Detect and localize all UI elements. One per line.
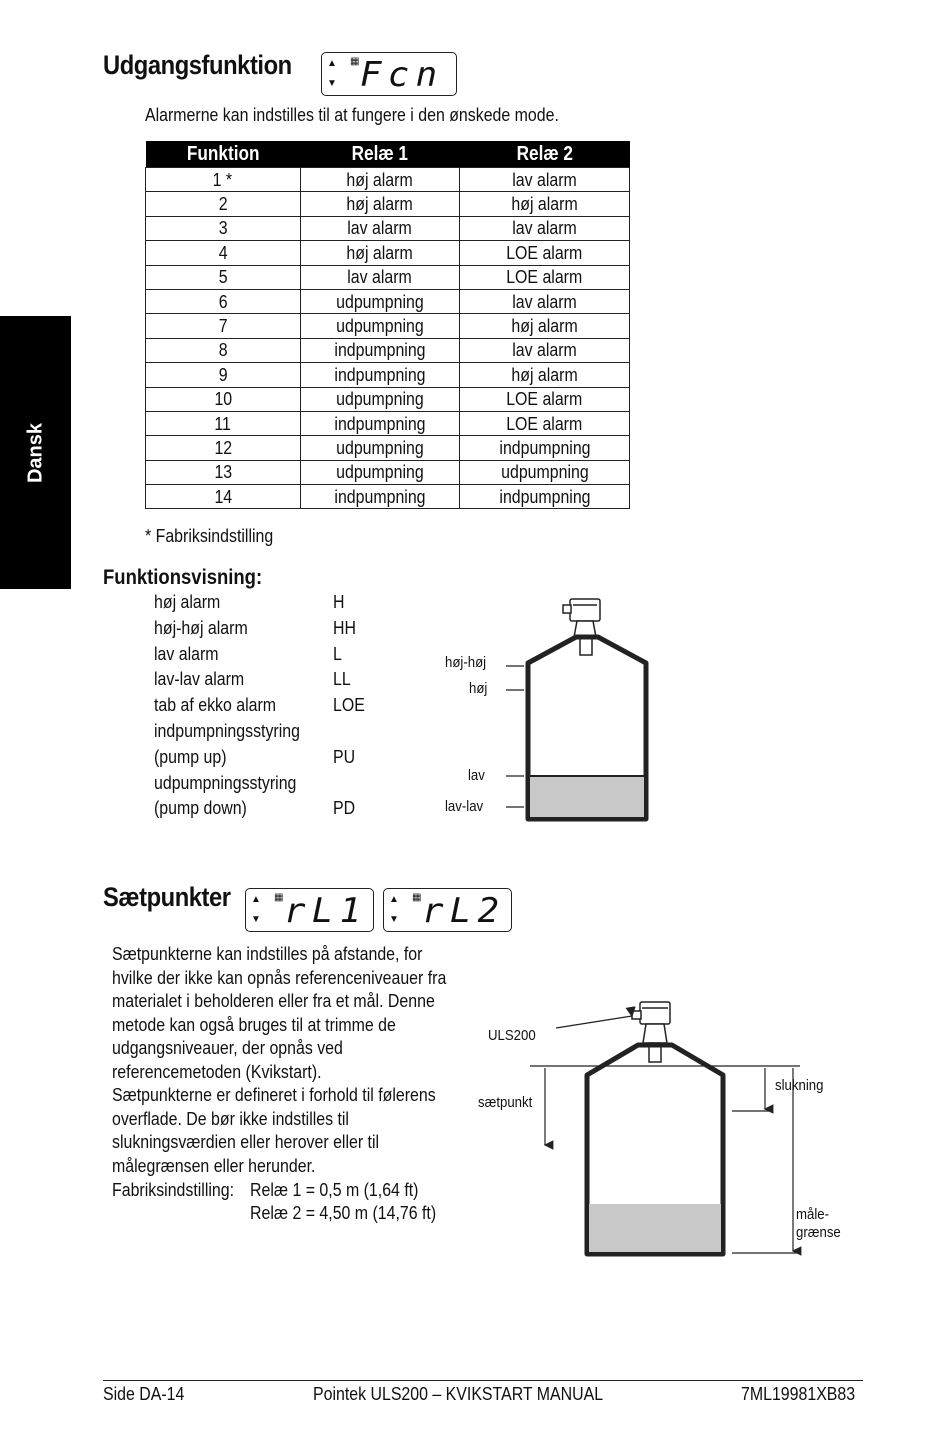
cell-relae1: indpumpning: [300, 363, 460, 387]
cell-relae1: lav alarm: [300, 216, 460, 240]
cell-relae1: udpumpning: [300, 460, 460, 484]
paragraph-line: slukningsværdien eller herover eller til: [112, 1131, 380, 1152]
label-slukning: slukning: [775, 1077, 824, 1094]
footer-docnumber: 7ML19981XB83: [741, 1383, 856, 1404]
cell-relae1: høj alarm: [300, 241, 460, 265]
display-item-label: lav-lav alarm: [154, 668, 245, 690]
cell-relae1: indpumpning: [300, 485, 460, 509]
display-item-label: (pump down): [154, 797, 247, 819]
display-item-code: HH: [333, 616, 356, 638]
display-item-label: udpumpningsstyring: [154, 771, 297, 793]
dot-matrix-icon: ▦: [274, 892, 283, 903]
cell-funktion: 11: [146, 411, 301, 435]
cell-funktion: 10: [146, 387, 301, 411]
paragraph-line: overflade. De bør ikke indstilles til: [112, 1107, 349, 1129]
lcd-display-rl2: [383, 888, 512, 932]
section-title-saetpunkter: Sætpunkter: [103, 882, 231, 912]
display-item-label: indpumpningsstyring: [154, 720, 300, 741]
up-arrow-icon: ▲: [251, 894, 261, 905]
paragraph-line: referencemetoden (Kvikstart).: [112, 1060, 322, 1082]
footnote: * Fabriksindstilling: [145, 525, 274, 546]
lcd-value: rL2: [422, 891, 506, 931]
paragraph-line: målegrænsen eller herunder.: [112, 1154, 316, 1176]
up-arrow-icon: ▲: [327, 58, 337, 69]
cell-funktion: 14: [146, 485, 301, 509]
cell-relae1: indpumpning: [300, 338, 460, 362]
cell-relae1: indpumpning: [300, 411, 460, 435]
cell-relae2: LOE alarm: [460, 411, 630, 435]
sensor-icon: [563, 599, 600, 655]
display-item-label: (pump up): [154, 745, 227, 767]
cell-funktion: 6: [146, 289, 301, 313]
cell-relae2: LOE alarm: [460, 387, 630, 411]
factory-relay1: Relæ 1 = 0,5 m (1,64 ft): [250, 1179, 419, 1200]
header-relae2: Relæ 2: [460, 141, 630, 168]
cell-funktion: 2: [146, 192, 301, 216]
cell-relae1: udpumpning: [300, 314, 460, 338]
cell-relae2: udpumpning: [460, 460, 630, 484]
label-saetpunkt: sætpunkt: [478, 1094, 533, 1111]
tank-level-diagram: [440, 595, 660, 830]
table-row: [146, 241, 630, 265]
display-item-label: tab af ekko alarm: [154, 694, 277, 716]
cell-relae2: høj alarm: [460, 363, 630, 387]
display-item-label: lav alarm: [154, 642, 219, 664]
cell-relae2: lav alarm: [460, 289, 630, 313]
header-relae1: Relæ 1: [300, 141, 460, 168]
lcd-display-rl1: [245, 888, 374, 932]
table-row: [146, 460, 630, 484]
footer-title: Pointek ULS200 – KVIKSTART MANUAL: [313, 1383, 604, 1404]
cell-relae1: høj alarm: [300, 192, 460, 216]
paragraph-line: hvilke der ikke kan opnås referenceniveauer fra: [112, 966, 447, 988]
table-row: [146, 289, 630, 313]
cell-relae2: LOE alarm: [460, 241, 630, 265]
lcd-display-fcn: [321, 52, 457, 96]
cell-funktion: 7: [146, 314, 301, 338]
paragraph-line: metode kan også bruges til at trimme de: [112, 1013, 396, 1035]
factory-relay2: Relæ 2 = 4,50 m (14,76 ft): [250, 1202, 437, 1223]
cell-relae1: udpumpning: [300, 436, 460, 460]
table-row: [146, 314, 630, 338]
cell-relae1: lav alarm: [300, 265, 460, 289]
table-row: [146, 411, 630, 435]
paragraph-line: udgangsniveauer, der opnås ved: [112, 1037, 343, 1058]
cell-funktion: 3: [146, 216, 301, 240]
language-tab: [0, 316, 71, 589]
display-item-code: PD: [333, 797, 356, 819]
dot-matrix-icon: ▦: [350, 56, 359, 67]
cell-relae2: høj alarm: [460, 314, 630, 338]
cell-funktion: 12: [146, 436, 301, 460]
factory-label: Fabriksindstilling:: [112, 1179, 235, 1200]
label-uls200: ULS200: [488, 1027, 536, 1044]
down-arrow-icon: ▼: [251, 914, 261, 925]
cell-relae2: LOE alarm: [460, 265, 630, 289]
cell-relae2: lav alarm: [460, 168, 630, 192]
material-fill: [530, 777, 644, 817]
cell-relae2: indpumpning: [460, 436, 630, 460]
display-item-code: H: [333, 591, 345, 612]
cell-funktion: 9: [146, 363, 301, 387]
display-title: Funktionsvisning:: [103, 566, 263, 589]
down-arrow-icon: ▼: [389, 914, 399, 925]
table-row: [146, 168, 630, 192]
table-row: [146, 387, 630, 411]
paragraph-line: materialet i beholderen eller fra et mål. Denne: [112, 990, 435, 1011]
cell-funktion: 13: [146, 460, 301, 484]
lcd-value: Fcn: [360, 55, 444, 95]
display-item-code: L: [333, 642, 342, 664]
intro-text: Alarmerne kan indstilles til at fungere i den ønskede mode.: [145, 104, 559, 125]
cell-relae1: udpumpning: [300, 387, 460, 411]
cell-relae2: høj alarm: [460, 192, 630, 216]
cell-funktion: 1 *: [146, 168, 301, 192]
level-markers: [506, 666, 524, 807]
down-arrow-icon: ▼: [327, 78, 337, 89]
section-title-udgangsfunktion: Udgangsfunktion: [103, 50, 292, 80]
footer-rule: [103, 1380, 863, 1381]
cell-relae2: indpumpning: [460, 485, 630, 509]
language-label: Dansk: [24, 422, 46, 483]
sensor-icon: [632, 1002, 670, 1062]
up-arrow-icon: ▲: [389, 894, 399, 905]
table-header-row: [146, 141, 630, 168]
label-graense: grænse: [796, 1224, 841, 1241]
display-item-code: LL: [333, 668, 351, 690]
table-row: [146, 338, 630, 362]
lcd-value: rL1: [284, 891, 368, 931]
table-row: [146, 436, 630, 460]
paragraph-line: Sætpunkterne er defineret i forhold til følerens: [112, 1084, 436, 1105]
cell-funktion: 8: [146, 338, 301, 362]
header-funktion: Funktion: [146, 141, 301, 168]
material-fill: [589, 1204, 721, 1252]
table-row: [146, 485, 630, 509]
table-row: [146, 363, 630, 387]
label-hojhoj: høj-høj: [445, 654, 487, 671]
cell-relae1: høj alarm: [300, 168, 460, 192]
cell-relae1: udpumpning: [300, 289, 460, 313]
table-row: [146, 216, 630, 240]
cell-funktion: 5: [146, 265, 301, 289]
uls200-pointer: [556, 1016, 632, 1028]
function-table: [145, 141, 630, 509]
label-lav: lav: [468, 767, 485, 784]
display-item-code: PU: [333, 745, 356, 767]
cell-relae2: lav alarm: [460, 216, 630, 240]
display-item-label: høj alarm: [154, 591, 221, 612]
table-row: [146, 265, 630, 289]
label-maale: måle-: [796, 1206, 830, 1223]
paragraph-line: Sætpunkterne kan indstilles på afstande, for: [112, 943, 423, 964]
cell-relae2: lav alarm: [460, 338, 630, 362]
display-item-label: høj-høj alarm: [154, 616, 248, 638]
label-hoj: høj: [469, 680, 488, 697]
dot-matrix-icon: ▦: [412, 892, 421, 903]
footer-page: Side DA-14: [103, 1383, 185, 1404]
cell-funktion: 4: [146, 241, 301, 265]
table-row: [146, 192, 630, 216]
label-lavlav: lav-lav: [445, 798, 484, 815]
display-item-code: LOE: [333, 694, 365, 716]
